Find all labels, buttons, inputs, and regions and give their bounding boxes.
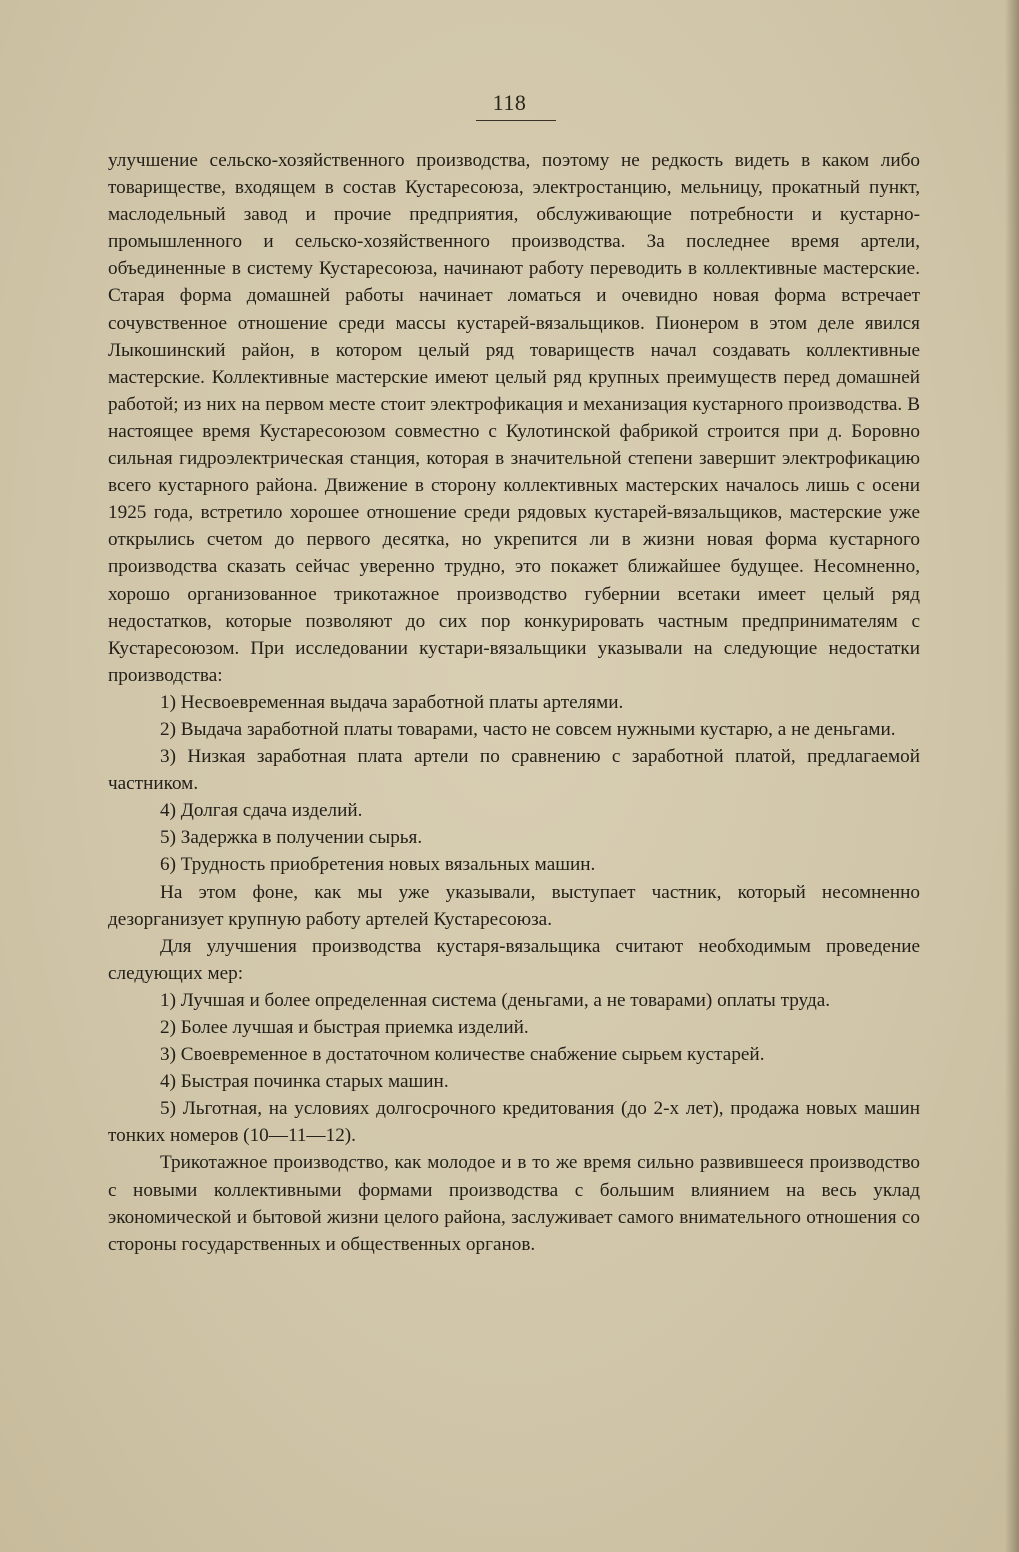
list-item-measure-1: 1) Лучшая и более определенная система (деньгами, а не товарами) оплаты труда.: [160, 989, 831, 1011]
body-text: [108, 147, 920, 1258]
list-item-shortcoming-3: 3) Низкая заработная плата артели по сравнению с заработной платой, предлагаемой частником.: [108, 746, 920, 795]
paragraph-private-trader: На этом фоне, как мы уже указывали, выступает частник, который несомненно дезорганизует крупную работу артелей Кустаресоюза.: [108, 881, 920, 930]
list-item-shortcoming-6: 6) Трудность приобретения новых вязальных машин.: [160, 854, 596, 876]
list-item-shortcoming-1: 1) Несвоевременная выдача заработной платы артелями.: [160, 691, 624, 713]
list-item-measure-2: 2) Более лучшая и быстрая приемка изделий.: [160, 1017, 529, 1038]
list-item-measure-5: 5) Льготная, на условиях долгосрочного кредитования (до 2-х лет), продажа новых машин тонких номеров (10—11—12).: [108, 1098, 920, 1147]
paragraph-conclusion: Трикотажное производство, как молодое и в то же время сильно развившееся производство с новыми коллективными формами производства с большим влиянием на весь уклад экономической и бытовой жизни целого района, заслуживает самого внимательного отношения со стороны государственных и общественных органов.: [108, 1152, 920, 1255]
paragraph-measures-intro: Для улучшения производства кустаря-вязальщика считают необходимым проведение следующих мер:: [108, 935, 920, 984]
list-item-shortcoming-5: 5) Задержка в получении сырья.: [160, 827, 423, 849]
list-item-shortcoming-2: 2) Выдача заработной платы товарами, часто не совсем нужными кустарю, а не деньгами.: [160, 718, 896, 740]
list-item-measure-3: 3) Своевременное в достаточном количестве снабжение сырьем кустарей.: [160, 1044, 765, 1066]
page-edge-shadow: [1005, 0, 1019, 1552]
list-item-measure-4: 4) Быстрая починка старых машин.: [160, 1071, 449, 1093]
page-number: 118: [492, 90, 527, 115]
list-item-shortcoming-4: 4) Долгая сдача изделий.: [160, 800, 363, 822]
paragraph-intro: улучшение сельско-хозяйственного производства, поэтому не редкость видеть в каком либо товариществе, входящем в состав Кустаресоюза, электростанцию, мельницу, прокатный пункт, маслодельный завод и прочие предприятия, обслуживающие потребности и кустарно-промышленного и сельско-хозяйственного производства. За последнее время артели, объединенные в систему Кустаресоюза, начинают работу переводить в коллективные мастерские. Старая форма домашней работы начинает ломаться и очевидно новая форма встречает сочувственное отношение среди массы кустарей-вязальщиков. Пионером в этом деле явился Лыкошинский район, в котором целый ряд товариществ начал создавать коллективные мастерские. Коллективные мастерские имеют целый ряд крупных преимуществ перед домашней работой; из них на первом месте стоит электрофикация и механизация кустарного производства. В настоящее время Кустаресоюзом совместно с Кулотинской фабрикой строится при д. Боровно сильная гидроэлектрическая станция, которая в значительной степени завершит электрофикацию всего кустарного района. Движение в сторону коллективных мастерских началось лишь с осени 1925 года, встретило хорошее отношение среди рядовых кустарей-вязальщиков, мастерские уже открылись счетом до первого десятка, но укрепится ли в жизни новая форма кустарного производства сказать сейчас уверенно трудно, это покажет ближайшее будущее. Несомненно, хорошо организованное трикотажное производство губернии всетаки имеет целый ряд недостатков, которые позволяют до сих пор конкурировать частным предпринимателям с Кустаресоюзом. При исследовании кустари-вязальщики указывали на следующие недостатки производства:: [108, 150, 920, 686]
page-number-underline: [476, 120, 556, 121]
